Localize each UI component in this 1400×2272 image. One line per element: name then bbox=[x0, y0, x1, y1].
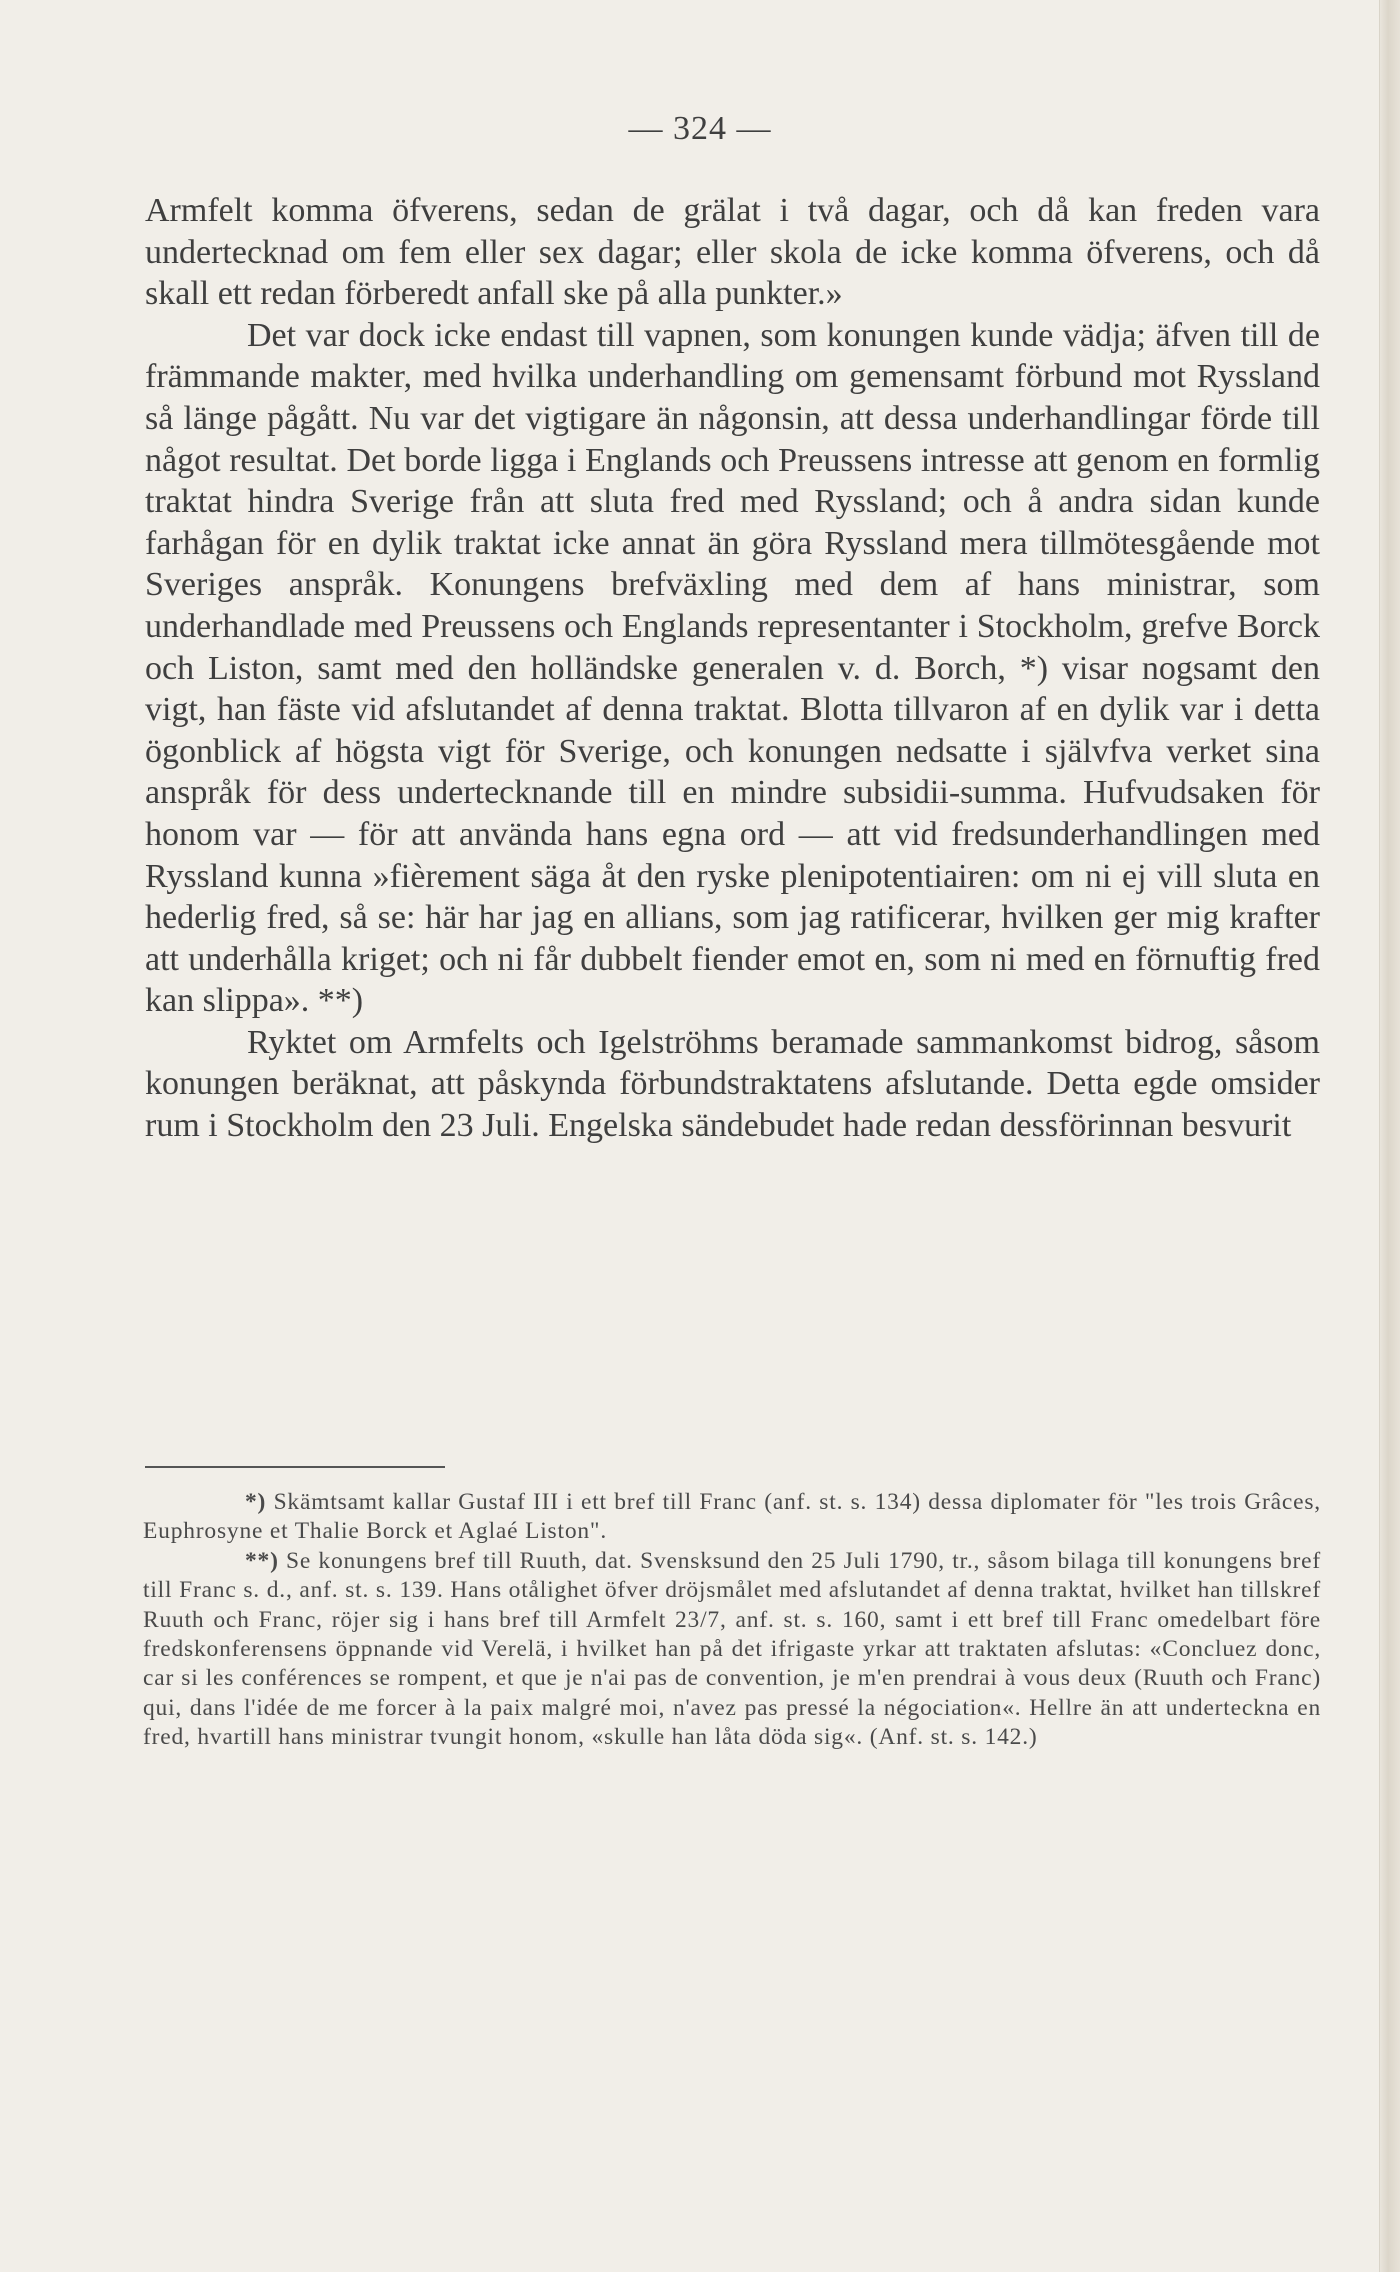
footnote-text: Se konungens bref till Ruuth, dat. Svensksund den 25 Juli 1790, tr., såsom bilaga till konungens bref till Franc s. d., anf. st. s. 139. Hans otålighet öfver dröjsmålet med afslutandet af denna traktat, hvilket han tillskref Ruuth och Franc, röjer sig i hans bref till Armfelt 23/7, anf. st. s. 160, samt i ett bref till Franc omedelbart före fredskonferensens öppnande vid Verelä, i hvilket han på det ifrigaste yrkar att traktaten afslutas: «Concluez donc, car si les conférences se rompent, et que je n'ai pas de convention, je m'en prendrai à vous deux (Ruuth och Franc) qui, dans l'idée de me forcer à la paix malgré moi, n'avez pas pressé la négociation«. Hellre än att underteckna en fred, hvartill hans ministrar tvungit honom, «skulle han låta döda sig«. (Anf. st. s. 142.) bbox=[143, 1547, 1321, 1751]
page-number: — 324 — bbox=[628, 110, 772, 147]
footnote-separator bbox=[145, 1466, 445, 1468]
footnote-mark: *) bbox=[245, 1489, 267, 1515]
footnote bbox=[143, 1488, 1321, 1547]
footnote-text: Skämtsamt kallar Gustaf III i ett bref till Franc (anf. st. s. 134) dessa diplomater för "les trois Grâces, Euphrosyne et Thalie Borck et Aglaé Liston". bbox=[143, 1489, 1321, 1545]
page-edge bbox=[1379, 0, 1400, 2272]
footnotes bbox=[143, 1488, 1321, 1753]
paragraph: Armfelt komma öfverens, sedan de grälat i två dagar, och då kan freden vara undertecknad om fem eller sex dagar; eller skola de icke komma öfverens, och då skall ett redan förberedt anfall ske på alla punkter.» bbox=[145, 192, 1320, 313]
main-text bbox=[145, 190, 1320, 1147]
paragraph: Ryktet om Armfelts och Igelströhms beramade sammankomst bidrog, såsom konungen beräknat, att påskynda förbundstraktatens afslutande. Detta egde omsider rum i Stockholm den 23 Juli. Engelska sändebudet hade redan dessförinnan besvurit bbox=[145, 1023, 1320, 1145]
footnote-mark: **) bbox=[245, 1547, 279, 1574]
paragraph: Det var dock icke endast till vapnen, som konungen kunde vädja; äfven till de främmande makter, med hvilka underhandling om gemensamt förbund mot Ryssland så länge pågått. Nu var det vigtigare än någonsin, att dessa underhandlingar förde till något resultat. Det borde ligga i Englands och Preussens intresse att genom en formlig traktat hindra Sverige från att sluta fred med Ryssland; och å andra sidan kunde farhågan för en dylik traktat icke annat än göra Ryssland mera tillmötesgående mot Sveriges anspråk. Konungens brefväxling med dem af hans ministrar, som underhandlade med Preussens och Englands representanter i Stockholm, grefve Borck och Liston, samt med den holländske generalen v. d. Borch, *) visar nogsamt den vigt, han fäste vid afslutandet af denna traktat. Blotta tillvaron af en dylik var i detta ögonblick af högsta vigt för Sverige, och konungen nedsatte i självfva verket sina anspråk för dess undertecknande till en mindre subsidii-summa. Hufvudsaken för honom var — för att använda hans egna ord — att vid fredsunderhandlingen med Ryssland kunna »fièrement säga åt den ryske plenipotentiairen: om ni ej vill sluta en hederlig fred, så se: här har jag en allians, som jag ratificerar, hvilken ger mig krafter att underhålla kriget; och ni får dubbelt fiender emot en, som ni med en förnuftig fred kan slippa». **) bbox=[145, 316, 1320, 1020]
footnote bbox=[143, 1547, 1321, 1753]
